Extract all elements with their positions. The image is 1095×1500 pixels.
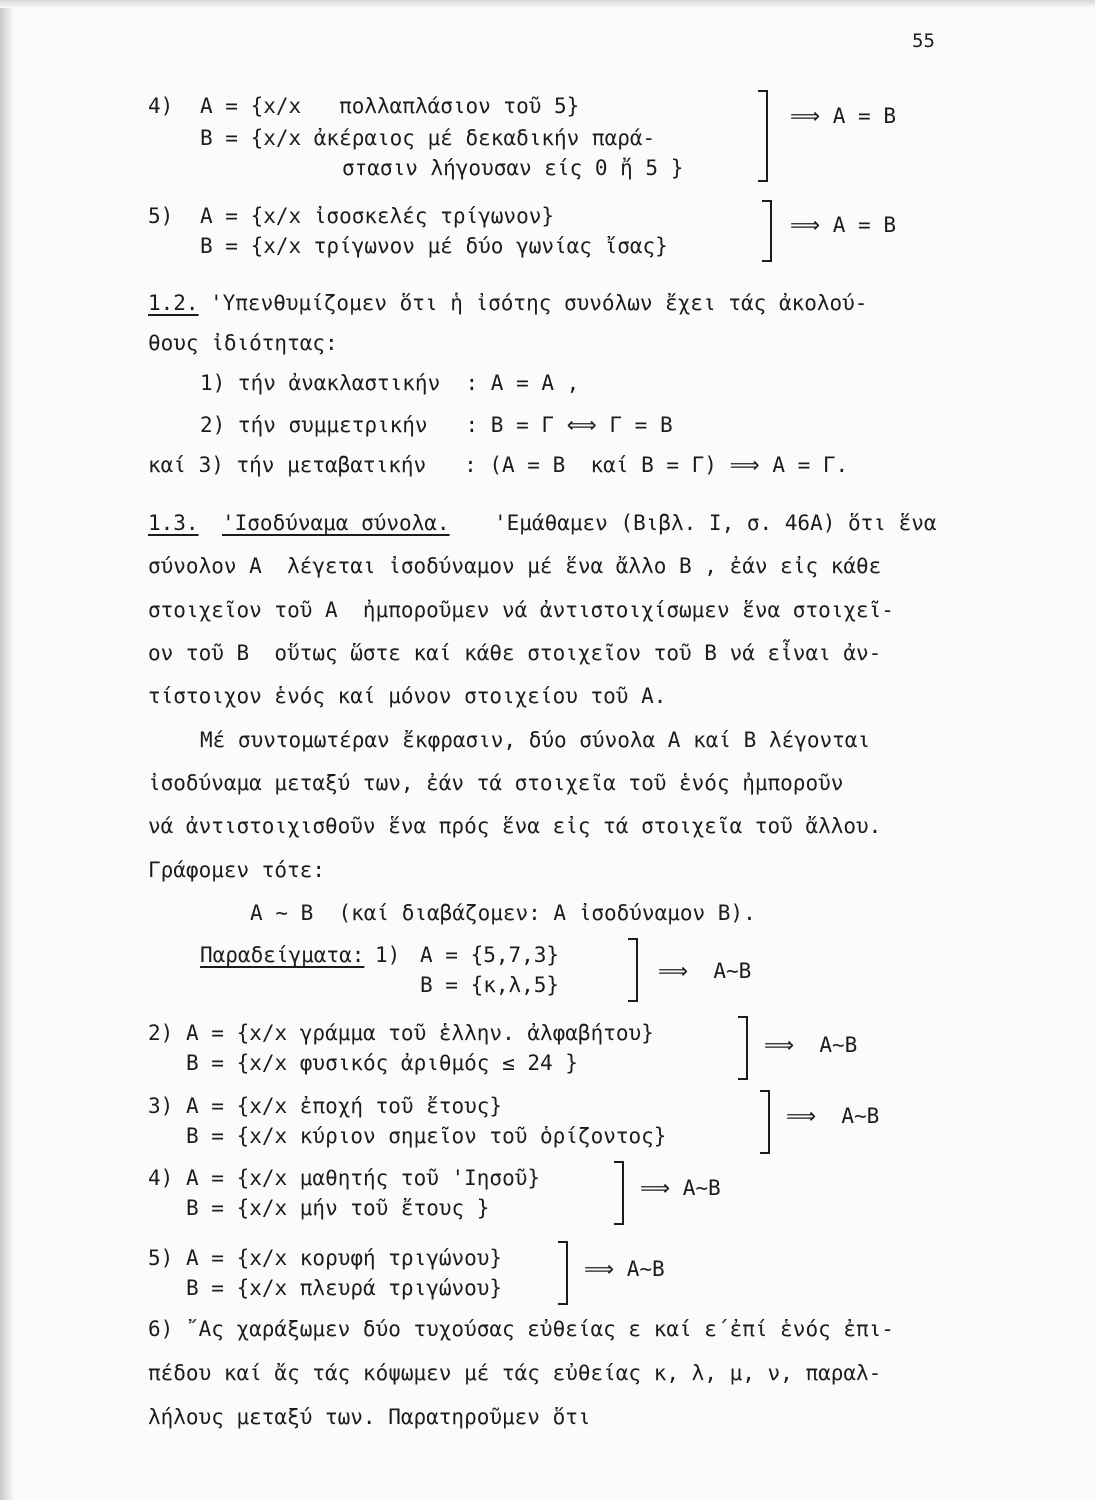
paragraph-2-line1: Μέ συντομωτέραν ἔκφρασιν, δύο σύνολα A καί B λέγονται [200, 728, 871, 752]
example-5-set-b: B = {x/x τρίγωνον μέ δύο γωνίας ἴσας} [200, 234, 668, 258]
example-e4-set-a: A = {x/x μαθητής τοῦ 'Ιησοῦ} [186, 1166, 541, 1190]
example-e2-result: ⟹ A∼B [764, 1033, 858, 1057]
example-4-set-b-line1: B = {x/x ἀκέραιος μέ δεκαδικήν παρά- [200, 126, 656, 150]
example-e1-brace [628, 938, 638, 1002]
example-e3-set-b: B = {x/x κύριον σημεῖον τοῦ ὁρίζοντος} [186, 1124, 667, 1148]
example-e5-result: ⟹ A∼B [584, 1257, 665, 1281]
paragraph-2-line2: ἰσοδύναμα μεταξύ των, ἐάν τά στοιχεῖα τοῦ ἑνός ἠμποροῦν [148, 771, 844, 795]
example-e1-set-a: A = {5,7,3} [420, 943, 560, 967]
example-e1-result: ⟹ A∼B [658, 959, 752, 983]
paragraph-2-line3: νά ἀντιστοιχισθοῦν ἕνα πρός ἕνα εἰς τά στοιχεῖα τοῦ ἄλλου. [148, 814, 882, 838]
example-e3-set-a: A = {x/x ἐποχή τοῦ ἔτους} [186, 1094, 503, 1118]
paragraph-2-line4: Γράφομεν τότε: [148, 858, 326, 882]
example-e5-set-a: A = {x/x κορυφή τριγώνου} [186, 1246, 503, 1270]
example-e3-label: 3) [148, 1094, 174, 1118]
example-e5-brace [558, 1241, 568, 1305]
page-top-shadow [0, 0, 1095, 8]
example-e4-result: ⟹ A∼B [640, 1176, 721, 1200]
page-edge-shadow [0, 0, 14, 1500]
section-1-3-line5: τίστοιχον ἑνός καί μόνον στοιχείου τοῦ A. [148, 684, 667, 708]
example-e2-label: 2) [148, 1021, 174, 1045]
example-5-result: ⟹ A = B [790, 213, 896, 237]
property-reflexive: 1) τήν ἀνακλαστικήν : A = A , [200, 371, 580, 395]
example-e5-set-b: B = {x/x πλευρά τριγώνου} [186, 1276, 503, 1300]
section-1-3-line1: 'Εμάθαμεν (Βιβλ. I, σ. 46A) ὅτι ἕνα [494, 511, 937, 535]
examples-heading: Παραδείγματα: [200, 943, 365, 967]
example-e1-set-b: B = {κ,λ,5} [420, 973, 560, 997]
section-1-3-line4: ον τοῦ B οὕτως ὥστε καί κάθε στοιχεῖον τοῦ B νά εἶναι ἀν- [148, 641, 882, 665]
example-6-line3: λήλους μεταξύ των. Παρατηροῦμεν ὅτι [148, 1405, 591, 1429]
page-number: 55 [912, 30, 935, 52]
example-e4-brace [614, 1161, 624, 1225]
example-e3-result: ⟹ A∼B [786, 1104, 880, 1128]
example-4-brace [758, 90, 768, 182]
section-1-3-number: 1.3. [148, 511, 199, 535]
section-1-2-line2: θους ἰδιότητας: [148, 331, 338, 355]
example-e4-label: 4) [148, 1166, 174, 1190]
section-1-3-line2: σύνολον A λέγεται ἰσοδύναμον μέ ἕνα ἄλλο B , ἐάν εἰς κάθε [148, 554, 882, 578]
example-6-line2: πέδου καί ἄς τάς κόψωμεν μέ τάς εὐθείας κ, λ, μ, ν, παραλ- [148, 1361, 882, 1385]
property-transitive: καί 3) τήν μεταβατικήν : (A = B καί B = Γ) ⟹ A = Γ. [148, 453, 849, 477]
example-e5-label: 5) [148, 1246, 174, 1270]
section-1-2-line1: 'Υπενθυμίζομεν ὅτι ἡ ἰσότης συνόλων ἔχει τάς ἀκολού- [210, 291, 868, 315]
section-1-3-line3: στοιχεῖον τοῦ A ἠμποροῦμεν νά ἀντιστοιχίσωμεν ἕνα στοιχεῖ- [148, 598, 894, 622]
property-symmetric: 2) τήν συμμετρικήν : B = Γ ⟺ Γ = B [200, 413, 673, 437]
example-4-set-a: A = {x/x πολλαπλάσιον τοῦ 5} [200, 94, 580, 118]
example-e3-brace [760, 1090, 770, 1154]
example-e1-label: 1) [375, 943, 401, 967]
example-4-set-b-line2: σтασιν λήγουσαν είς 0 ἤ 5 } [342, 156, 684, 180]
example-6-line1: 6) ῎Ας χαράξωμεν δύο τυχούσας εὐθείας ε καί ε΄ἐπί ἑνός ἐπι- [148, 1317, 894, 1341]
example-e2-set-a: A = {x/x γράμμα τοῦ ἑλλην. ἀλφαβήτου} [186, 1021, 654, 1045]
example-4-label: 4) [148, 94, 174, 118]
section-1-3-title: 'Ισοδύναμα σύνολα. [222, 511, 450, 535]
equivalence-notation: A ∼ B (καί διαβάζομεν: A ἰσοδύναμον B). [250, 901, 756, 925]
section-1-2-number: 1.2. [148, 291, 199, 315]
example-e2-set-b: B = {x/x φυσικός ἀριθμός ≤ 24 } [186, 1051, 578, 1075]
example-e4-set-b: B = {x/x μήν τοῦ ἔτους } [186, 1196, 490, 1220]
example-5-set-a: A = {x/x ἰσοσκελές τρίγωνον} [200, 204, 555, 228]
example-4-result: ⟹ A = B [790, 104, 896, 128]
example-e2-brace [738, 1016, 748, 1080]
example-5-label: 5) [148, 204, 174, 228]
example-5-brace [762, 200, 772, 262]
